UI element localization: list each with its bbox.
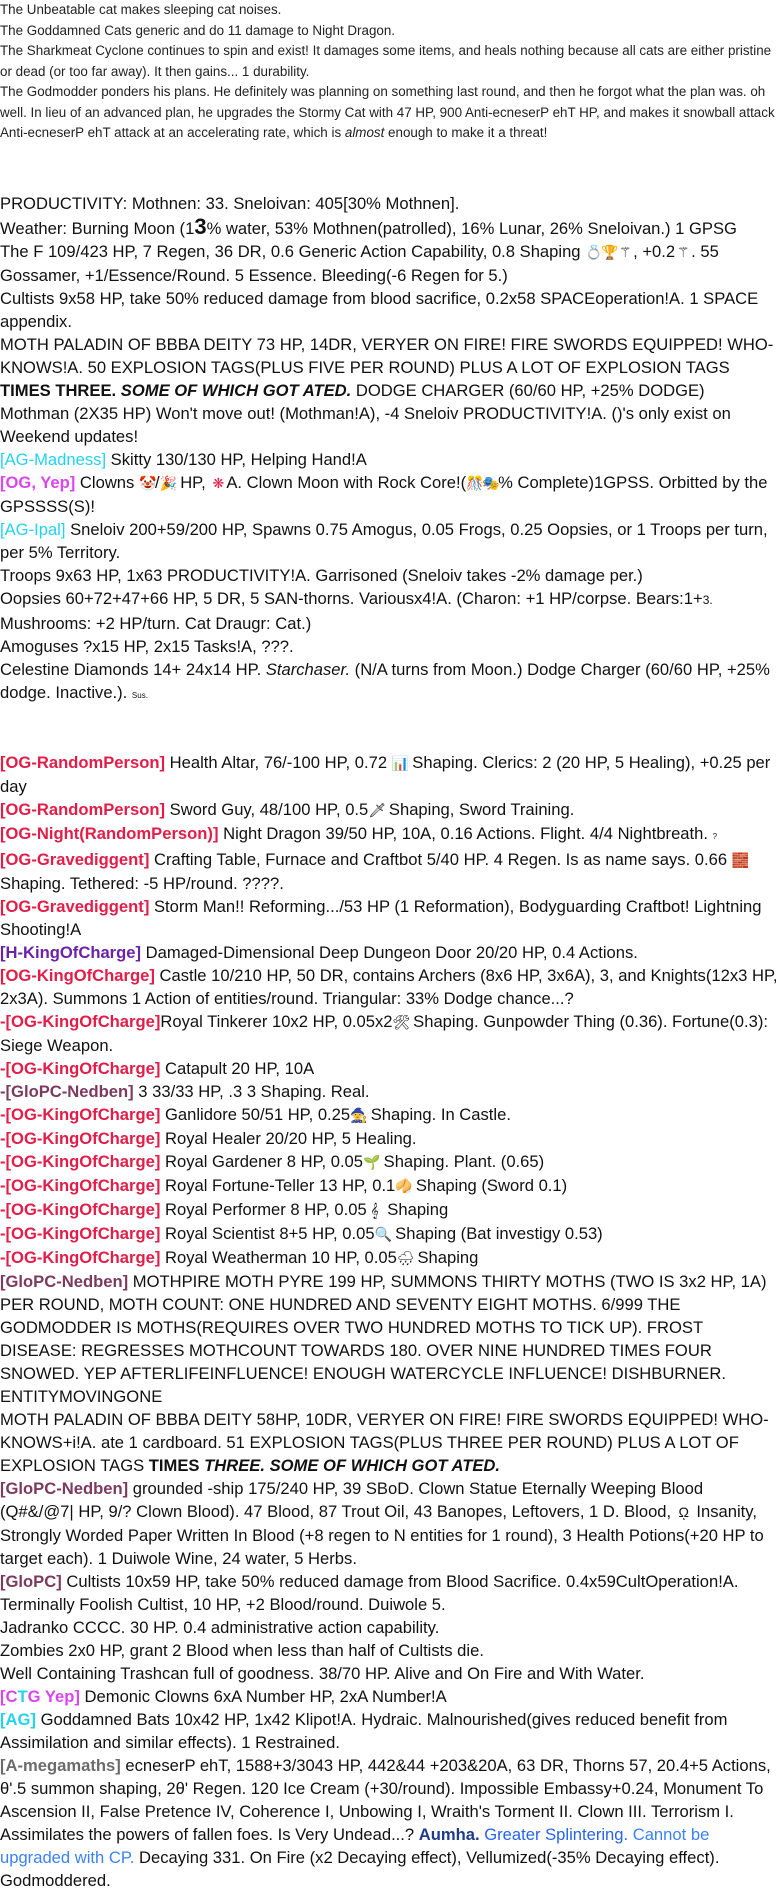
- entry-royal-gardener: [0, 1150, 781, 1174]
- entry-cultists-2: [0, 1570, 781, 1593]
- entry-text: ecneserP ehT, 1588+3/3043 HP, 442&44 +203&20A, 63 DR, Thorns 57, 20.4+5 Actions, θ'.5 summon shaping, 2θ' Regen. 120 Ice Cream (+30/round). Impossible Embassy+0.24, Monument To Ascension II, False Pretence IV, Coherence I, Unbowing I, Wraith's Torment II. Clown III. Terrorism I. Assimilates the powers of fallen foes. Is Very Undead...?: [0, 1755, 771, 1844]
- intro-block: [0, 0, 781, 144]
- seedling-icon: 🌱: [363, 1153, 381, 1170]
- entry-moth-paladin-2: [0, 1408, 781, 1477]
- celestine-line: [0, 658, 781, 707]
- weather-text: Weather: Burning Moon (1: [0, 218, 195, 238]
- madness-text: Skitty 130/130 HP, Helping Hand!A: [106, 449, 367, 469]
- entry-health-altar: [0, 751, 781, 798]
- entry-text-2: Shaping (Sword 0.1): [411, 1175, 568, 1195]
- entry-text: Demonic Clowns 6xA Number HP, 2xA Number!A: [79, 1686, 447, 1706]
- entry-tag: [OG-KingOfCharge]: [0, 965, 155, 985]
- oopsies-line: [0, 587, 781, 612]
- entry-text: MOTHPIRE MOTH PYRE 199 HP, SUMMONS THIRTY MOTHS (TWO IS 3x2 HP, 1A) PER ROUND, MOTH COUNT: ONE HUNDRED AND SEVENTY EIGHT MOTHS. 6/999 THE GODMODDER IS MOTHS(REQUIRES OVER TWO HUNDRED MOTHS TO TICK UP). FROST DISEASE: REGRESSES MOTHCOUNT TOWARDS 180. OVER NINE HUNDRED TIMES FOUR SNOWED. YEP AFTERLIFEINFLUENCE! ENOUGH WATERCYCLE INFLUENCE! DISHBURNER. ENTITYMOVINGONE: [0, 1271, 767, 1406]
- entry-cp: Cannot be upgraded with CP.: [0, 1824, 710, 1867]
- entry-ecneserp: [0, 1754, 781, 1892]
- entry-text-2: Shaping. In Castle.: [366, 1104, 511, 1124]
- spacer: [0, 144, 781, 192]
- entry-text-2: Shaping. Plant. (0.65): [379, 1151, 545, 1171]
- intro-line-3: The Sharkmeat Cyclone continues to spin and exist! It damages some items, and heals nothing because all cats are either pristine or dead (or too far away). It then gains... 1 durability.: [0, 43, 772, 79]
- status-section-2: [0, 751, 781, 1892]
- entry-text: 3 33/33 HP, .3 3 Shaping. Real.: [133, 1081, 370, 1101]
- madness-line: [0, 448, 781, 471]
- rain-cloud-icon: 🌧: [396, 1249, 415, 1266]
- ring-icon: 💍: [585, 243, 603, 260]
- entry-zombies: Zombies 2x0 HP, grant 2 Blood when less than half of Cultists die.: [0, 1640, 484, 1660]
- entry-text: Royal Fortune-Teller 13 HP, 0.1: [160, 1175, 396, 1195]
- entry-tag: [OG-Night(RandomPerson)]: [0, 823, 219, 843]
- intro-line-2: The Goddamned Cats generic and do 11 damage to Night Dragon.: [0, 22, 396, 38]
- entry-text-2: Shaping. Clerics: 2 (20 HP, 5 Healing), +0.25 per day: [0, 752, 771, 796]
- entry-castle: [0, 964, 781, 1010]
- oopsies-text: Oopsies 60+72+47+66 HP, 5 DR, 5 SAN-thorns. Variousx4!A. (Charon: +1 HP/corpse. Bears:1+: [0, 588, 703, 608]
- fu-line: [0, 240, 781, 287]
- entry-tag-c: G Yep]: [27, 1686, 80, 1706]
- music-clef-icon: 𝄞: [370, 1201, 379, 1218]
- entry-text: grounded -ship 175/240 HP, 39 SBoD. Clown Statue Eternally Weeping Blood (Q#&/@7| HP, 9/? Clown Blood). 47 Blood, 87 Trout Oil, 43 Banopes, Leftovers, 1 D. Blood,: [0, 1478, 704, 1521]
- entry-text-2: Shaping. Gunpowder Thing (0.36). Fortune(0.3): Siege Weapon.: [0, 1011, 768, 1055]
- entry-royal-performer: [0, 1198, 781, 1222]
- entry-text: Goddamned Bats 10x42 HP, 1x42 Klipot!A. Hydraic. Malnourished(gives reduced benefit from Assimilation and similar effects). 1 Restrained.: [0, 1709, 728, 1752]
- entry-text: Royal Performer 8 HP, 0.05: [160, 1199, 367, 1219]
- madness-tag: [AG-Madness]: [0, 449, 107, 469]
- entry-text: Crafting Table, Furnace and Craftbot 5/40 HP. 4 Regen. Is as name says. 0.66: [149, 849, 732, 869]
- moth-paladin-line: [0, 333, 781, 402]
- entry-tag: [OG-Gravediggent]: [0, 896, 150, 916]
- og-yep-tag: [OG, Yep]: [0, 472, 76, 492]
- entry-tag: -[OG-KingOfCharge]: [0, 1175, 161, 1195]
- celestine-text: Celestine Diamonds 14+ 24x14 HP.: [0, 659, 266, 679]
- magnifier-icon: 🔍: [374, 1225, 392, 1242]
- troops-line: Troops 9x63 HP, 1x63 PRODUCTIVITY!A. Garrisoned (Sneloiv takes -2% damage per.): [0, 565, 643, 585]
- entry-tiny: ?: [712, 831, 718, 841]
- entry-dungeon-door: [0, 941, 781, 964]
- entry-bold-italic: THREE. SOME OF WHICH GOT ATED.: [199, 1455, 501, 1475]
- entry-ganlidore: [0, 1103, 781, 1127]
- entry-text: Royal Gardener 8 HP, 0.05: [160, 1151, 364, 1171]
- entry-text: Storm Man!! Reforming.../53 HP (1 Reformation), Bodyguarding Craftbot! Lightning Shooting!A: [0, 896, 762, 939]
- celestine-italic: Starchaser.: [265, 659, 351, 679]
- entry-tag: -[OG-KingOfCharge]: [0, 1223, 161, 1243]
- entry-real: [0, 1080, 781, 1103]
- amoguses-line: Amoguses ?x15 HP, 2x15 Tasks!A, ???.: [0, 636, 294, 656]
- mothman-line: Mothman (2X35 HP) Won't move out! (Mothman!A), -4 Sneloiv PRODUCTIVITY!A. ()'s only exist on Weekend updates!: [0, 403, 731, 446]
- intro-italic: almost: [344, 125, 385, 140]
- weather-line: [0, 215, 781, 240]
- entry-tag-a: [: [0, 1755, 6, 1775]
- og-text: Clowns: [75, 472, 139, 492]
- entry-foolish-cultist: Terminally Foolish Cultist, 10 HP, +2 Blood/round. Duiwole 5.: [0, 1594, 446, 1614]
- entry-royal-healer: [0, 1127, 781, 1150]
- entry-mothpire: [0, 1270, 781, 1408]
- entry-goddamned-bats: [0, 1708, 781, 1754]
- wizard-icon: 🧙: [350, 1106, 368, 1123]
- entry-demonic-clowns: [0, 1685, 781, 1708]
- entry-text: Royal Weatherman 10 HP, 0.05: [160, 1247, 397, 1267]
- paladin-tail: DODGE CHARGER (60/60 HP, +25% DODGE): [351, 380, 705, 400]
- entry-tag-b: T: [17, 1686, 28, 1706]
- brick-icon: 🧱: [731, 851, 750, 868]
- entry-text: Royal Healer 20/20 HP, 5 Healing.: [160, 1128, 417, 1148]
- mushrooms-line: Mushrooms: +2 HP/turn. Cat Draugr: Cat.): [0, 613, 312, 633]
- fu-text-2: , +0.2: [633, 241, 676, 261]
- entry-royal-fortune-teller: [0, 1174, 781, 1198]
- ipal-tag: [AG-Ipal]: [0, 519, 66, 539]
- oopsies-small: 3.: [702, 592, 713, 607]
- entry-text-2: Insanity, Strongly Worded Paper Written In Blood (+8 regen to N entities for 1 round), 3 Health Potions(+20 HP to target each). 1 Duiwole Wine, 24 water, 5 Herbs.: [0, 1501, 764, 1568]
- fu-text-3: . 55 Gossamer, +1/Essence/Round. 5 Essence. Bleeding(-6 Regen for 5.): [0, 241, 719, 285]
- cultists-line: Cultists 9x58 HP, take 50% reduced damage from blood sacrifice, 0.2x58 SPACEoperation!A. 1 SPACE appendix.: [0, 288, 759, 331]
- ipal-line: [0, 518, 781, 564]
- entry-text: Catapult 20 HP, 10A: [160, 1058, 315, 1078]
- entry-jadranko: Jadranko CCCC. 30 HP. 0.4 administrative action capability.: [0, 1617, 440, 1637]
- entry-text: Castle 10/210 HP, 50 DR, contains Archers (8x6 HP, 3x6A), 3, and Knights(12x3 HP, 2x3A). Summons 1 Action of entities/round. Triangular: 33% Dodge chance...?: [0, 965, 778, 1008]
- sprout-icon-2: ⚚: [676, 243, 690, 260]
- entry-tag: [OG-RandomPerson]: [0, 799, 166, 819]
- clown-group-icon: 🎭: [482, 474, 500, 491]
- entry-text: Health Altar, 76/-100 HP, 0.72: [165, 752, 392, 772]
- intro-text: The Godmodder ponders his plans. He definitely was planning on something last round, and then he forgot what the plan was. oh well. In lieu of an advanced plan, he upgrades the Stormy Cat with 47 HP, 900 Anti-ecneserP ehT HP, and makes it snowball attack Anti-ecneserP ehT attack at an accelerating rate, which is: [0, 84, 775, 140]
- entry-tag: -[OG-KingOfCharge]: [0, 1058, 161, 1078]
- clown-face-icon: 🤡: [138, 474, 157, 491]
- entry-storm-man: [0, 895, 781, 941]
- entry-sword-guy: [0, 798, 781, 822]
- entry-tag: [GloPC-Nedben]: [0, 1478, 129, 1498]
- entry-tag: -[OG-KingOfCharge]: [0, 1247, 161, 1267]
- sparkle-icon: 🎊: [466, 474, 484, 491]
- entry-tag: [OG-Gravediggent]: [0, 849, 150, 869]
- bar-chart-icon: 📊: [391, 754, 410, 771]
- entry-text-2: Shaping, Sword Training.: [384, 799, 575, 819]
- entry-aumha: Aumha.: [418, 1824, 480, 1844]
- entry-royal-weatherman: [0, 1246, 781, 1270]
- entry-text: Royal Tinkerer 10x2 HP, 0.05x2: [160, 1011, 393, 1031]
- entry-tag-b: A-megamaths]: [5, 1755, 121, 1775]
- virus-icon: ❋: [212, 474, 225, 491]
- entry-tag-a: [C: [0, 1686, 18, 1706]
- spacer-2: [0, 707, 781, 751]
- trophy-icon: 🏆: [601, 243, 619, 260]
- entry-text: Sword Guy, 48/100 HP, 0.5: [165, 799, 369, 819]
- og-text-3: A. Clown Moon with Rock Core!(: [226, 472, 467, 492]
- intro-line-4: [0, 82, 781, 144]
- weather-big-digit: 3: [194, 213, 207, 239]
- entry-royal-tinkerer: [0, 1010, 781, 1057]
- party-icon: 🎉: [159, 474, 178, 491]
- entry-tail: Decaying 331. On Fire (x2 Decaying effect), Vellumized(-35% Decaying effect). Godmoddered.: [0, 1847, 720, 1890]
- paladin-bold-italic: SOME OF WHICH GOT ATED.: [116, 380, 352, 400]
- entry-text-2: Shaping (Bat investigy 0.53): [390, 1223, 603, 1243]
- entry-well: Well Containing Trashcan full of goodness. 38/70 HP. Alive and On Fire and With Water.: [0, 1663, 645, 1683]
- entry-tag: [GloPC-Nedben]: [0, 1271, 129, 1291]
- entry-text: Ganlidore 50/51 HP, 0.25: [160, 1104, 351, 1124]
- og-text-4: % Complete)1GPSS. Orbitted by the GPSSSS(S)!: [0, 472, 768, 516]
- intro-tail: enough to make it a threat!: [384, 125, 548, 140]
- entry-bold: TIMES: [148, 1455, 200, 1475]
- sword-icon: 🗡: [368, 801, 387, 818]
- entry-text: Cultists 10x59 HP, take 50% reduced damage from Blood Sacrifice. 0.4x59CultOperation!A.: [61, 1571, 739, 1591]
- weather-text-2: % water, 53% Mothnen(patrolled), 16% Lunar, 26% Sneloivan.) 1 GPSG: [206, 218, 737, 238]
- entry-tag: -[OG-KingOfCharge]: [0, 1199, 161, 1219]
- entry-text-2: Shaping: [412, 1247, 479, 1267]
- celestine-tiny: Sus.: [131, 690, 148, 700]
- entry-catapult: [0, 1057, 781, 1080]
- entry-text-2: Shaping: [382, 1199, 449, 1219]
- status-section-1: [0, 192, 781, 707]
- entry-tag: -[OG-KingOfCharge]: [0, 1011, 161, 1031]
- sprout-icon: ⚚: [618, 243, 632, 260]
- ipal-text: Sneloiv 200+59/200 HP, Spawns 0.75 Amogus, 0.05 Frogs, 0.25 Oopsies, or 1 Troops per turn, per 5% Territory.: [0, 519, 768, 562]
- entry-tag: [AG]: [0, 1709, 36, 1729]
- entry-text-2: Shaping. Tethered: -5 HP/round. ????.: [0, 873, 284, 893]
- entry-crafting-table: [0, 848, 781, 895]
- entry-tag: -[OG-KingOfCharge]: [0, 1151, 161, 1171]
- entry-grounded-ship: [0, 1477, 781, 1570]
- entry-tag: [H-KingOfCharge]: [0, 942, 142, 962]
- og-text-2: HP,: [175, 472, 211, 492]
- productivity-line: PRODUCTIVITY: Mothnen: 33. Sneloivan: 405[30% Mothnen].: [0, 193, 460, 213]
- entry-night-dragon: [0, 822, 781, 848]
- entry-tag: -[OG-KingOfCharge]: [0, 1104, 161, 1124]
- fortune-cookie-icon: 🥠: [395, 1177, 413, 1194]
- paladin-text: MOTH PALADIN OF BBBA DEITY 73 HP, 14DR, VERYER ON FIRE! FIRE SWORDS EQUIPPED! WHO-KNOWS!A. 50 EXPLOSION TAGS(PLUS FIVE PER ROUND) PLUS A LOT OF EXPLOSION TAGS: [0, 334, 774, 377]
- entry-tag: -[OG-KingOfCharge]: [0, 1128, 161, 1148]
- tools-icon: 🛠: [392, 1013, 411, 1030]
- celestine-text-2: (N/A turns from Moon.) Dodge Charger (60/60 HP, +25% dodge. Inactive.).: [0, 659, 770, 702]
- fu-text: The F 109/423 HP, 7 Regen, 36 DR, 0.6 Generic Action Capability, 0.8 Shaping: [0, 241, 586, 261]
- entry-text: Damaged-Dimensional Deep Dungeon Door 20/20 HP, 0.4 Actions.: [141, 942, 638, 962]
- entry-royal-scientist: [0, 1222, 781, 1246]
- og-slash: /: [154, 472, 160, 492]
- entry-tag: -[GloPC-Nedben]: [0, 1081, 134, 1101]
- entry-text: Night Dragon 39/50 HP, 10A, 0.16 Actions. Flight. 4/4 Nightbreath.: [218, 823, 713, 843]
- entry-tag: [OG-RandomPerson]: [0, 752, 166, 772]
- og-yep-line: [0, 471, 781, 518]
- entry-greater: Greater Splintering.: [479, 1824, 629, 1844]
- paladin-bold: TIMES THREE.: [0, 380, 117, 400]
- intro-line-1: The Unbeatable cat makes sleeping cat noises.: [0, 2, 282, 17]
- entry-text: MOTH PALADIN OF BBBA DEITY 58HP, 10DR, VERYER ON FIRE! FIRE SWORDS EQUIPPED! WHO-KNOWS+i!A. ate 1 cardboard. 51 EXPLOSION TAGS(PLUS THREE PER ROUND) PLUS A LOT OF EXPLOSION TAGS: [0, 1409, 769, 1475]
- entry-text: Royal Scientist 8+5 HP, 0.05: [160, 1223, 375, 1243]
- curl-glyph-icon: ῼ: [678, 1503, 689, 1520]
- entry-tag: [GloPC]: [0, 1571, 62, 1591]
